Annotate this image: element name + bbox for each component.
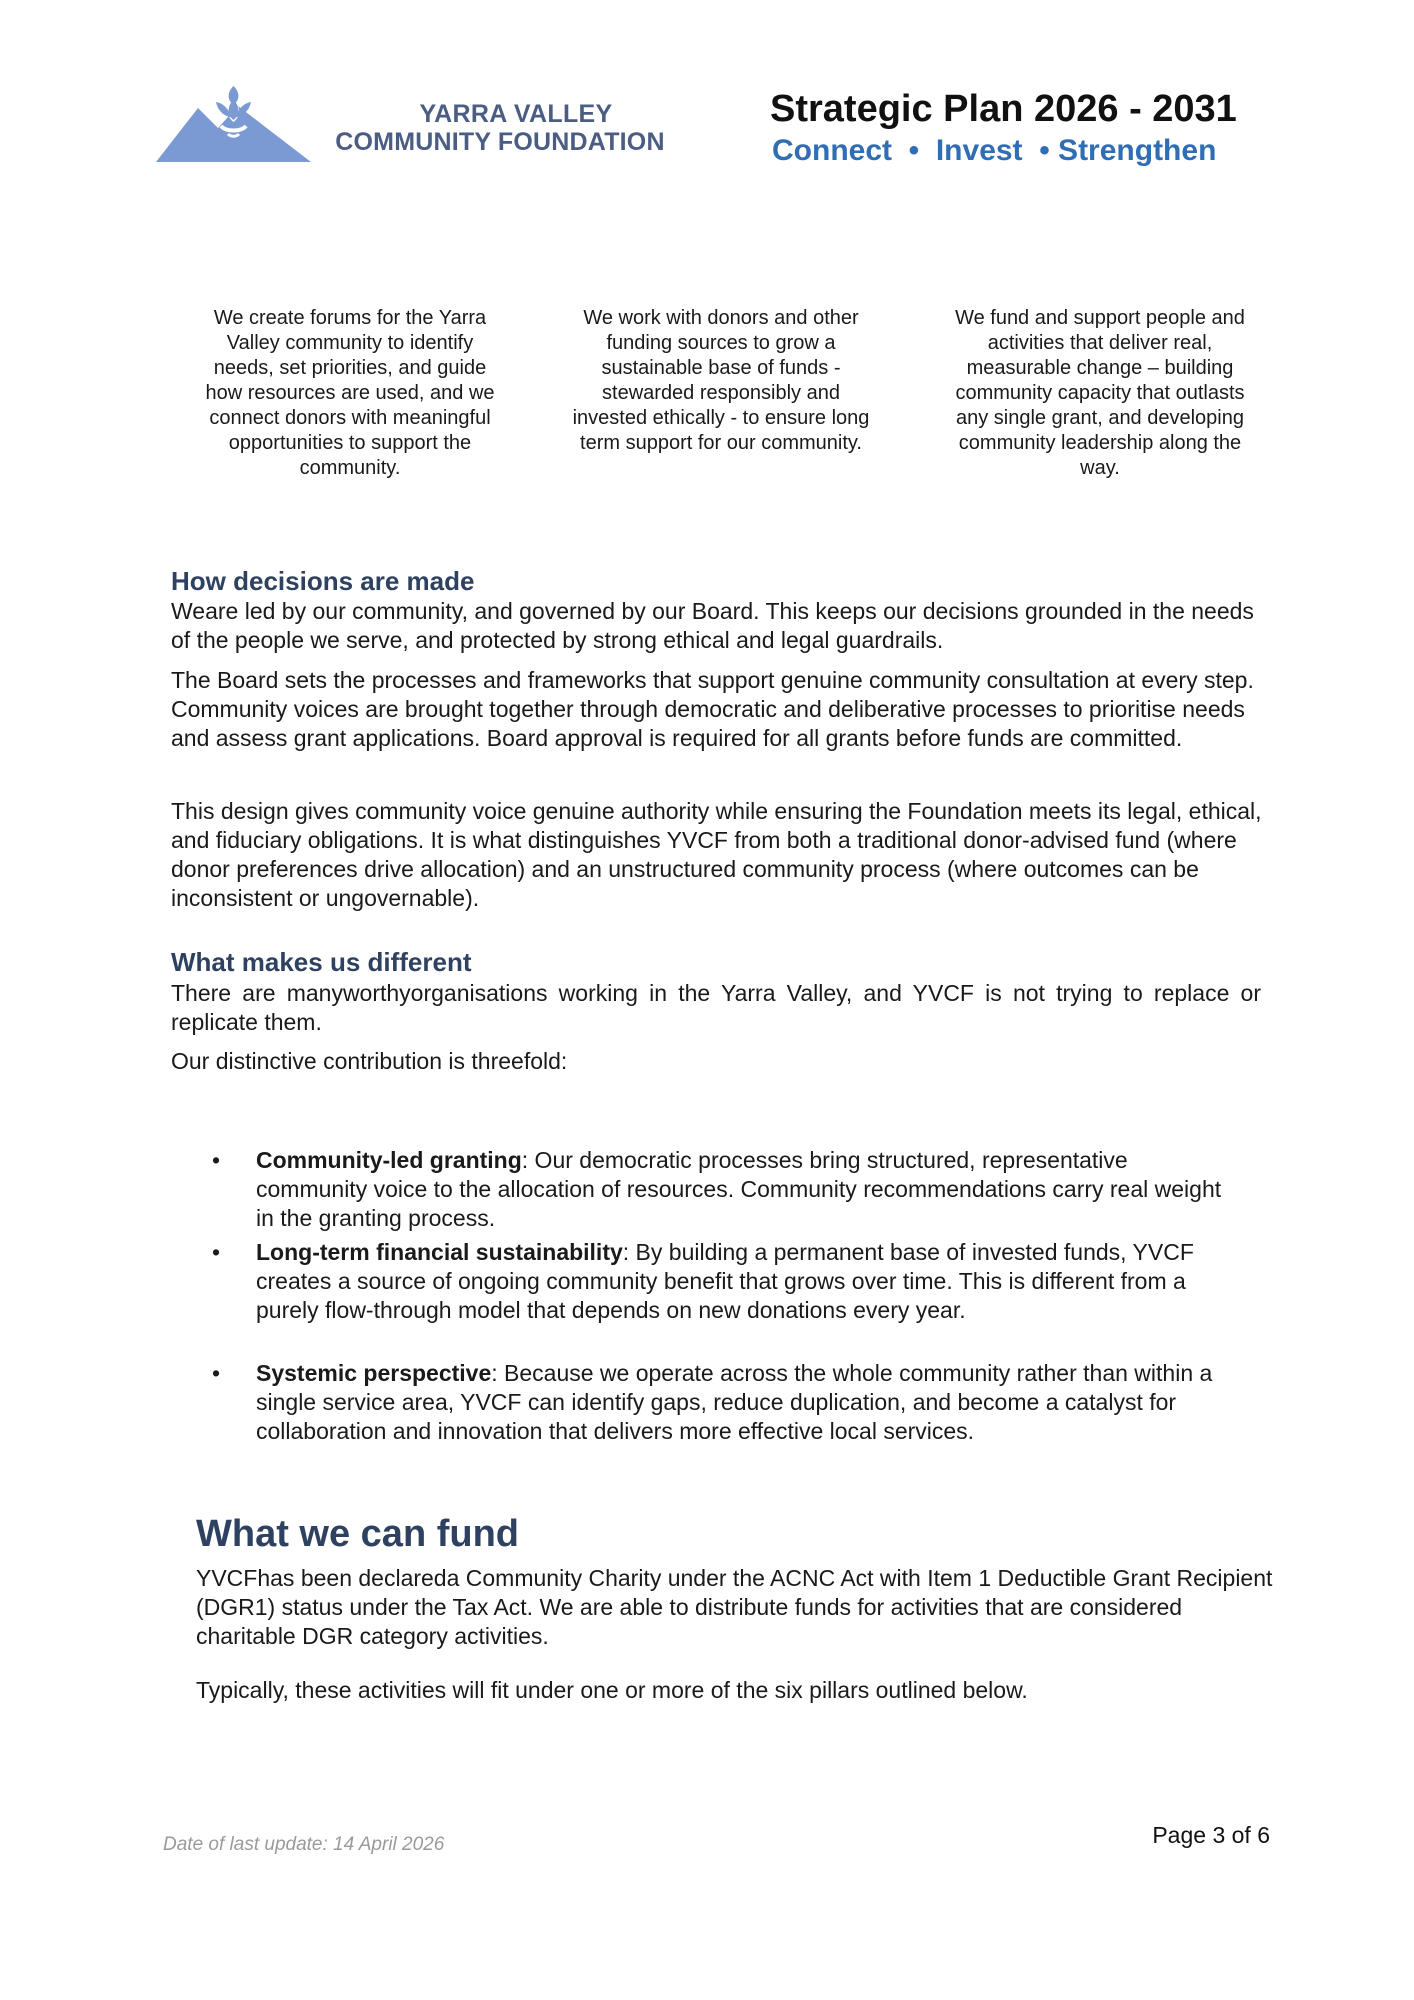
last-updated-date: Date of last update: 14 April 2026 [163,1834,445,1855]
bullet-icon: • [212,1360,221,1386]
list-item-text: : Our democratic processes bring structured, representative community voice to the allocation of resources. Community recommendations carry real weight in the granting process. [256,1147,1222,1231]
paragraph: There are manyworthyorganisations working in the Yarra Valley, and YVCF is not trying to replace or replicate them. [171,980,1261,1035]
paragraph: YVCFhas been declareda Community Charity under the ACNC Act with Item 1 Deductible Grant Recipient (DGR1) status under the Tax Act. We are able to distribute funds for activities that are considered charitable DGR category activities. [196,1565,1273,1649]
foundation-logo-icon [156,86,311,162]
section-heading-decisions: How decisions are made [171,566,475,596]
list-item-text: : Because we operate across the whole community rather than within a single service area, YVCF can identify gaps, reduce duplication, and become a catalyst for collaboration and innovation that delivers more effective local services. [256,1360,1213,1444]
page-number: Page 3 of 6 [1152,1822,1270,1848]
tagline: Connect • Invest • Strengthen [772,134,1217,167]
org-name-line2: COMMUNITY FOUNDATION [335,128,665,156]
section-heading-different: What makes us different [171,947,472,977]
column-strengthen: We fund and support people and activities that deliver real, measurable change – building community capacity that outlasts any single grant, and developing community leadership along the way. [955,307,1245,479]
document-title: Strategic Plan 2026 - 2031 [770,88,1237,130]
list-item-term: Long-term financial sustainability [256,1239,623,1265]
list-item-term: Community-led granting [256,1147,522,1173]
column-invest: We work with donors and other funding sources to grow a sustainable base of funds - stewarded responsibly and invested ethically - to ensure long term support for our community. [572,307,870,454]
paragraph: Our distinctive contribution is threefold: [171,1048,568,1074]
bullet-icon: • [212,1239,221,1265]
paragraph: Typically, these activities will fit under one or more of the six pillars outlined below. [196,1677,1028,1703]
list-item-term: Systemic perspective [256,1360,492,1386]
org-name-line1: YARRA VALLEY [419,100,613,128]
paragraph: Weare led by our community, and governed by our Board. This keeps our decisions grounded in the needs of the people we serve, and protected by strong ethical and legal guardrails. [171,598,1254,653]
list-item-text: : By building a permanent base of invested funds, YVCF creates a source of ongoing community benefit that grows over time. This is different from a purely flow-through model that depends on new donations every year. [256,1239,1194,1323]
column-connect: We create forums for the Yarra Valley community to identify needs, set priorities, and guide how resources are used, and we connect donors with meaningful opportunities to support the community. [205,307,495,479]
paragraph: The Board sets the processes and frameworks that support genuine community consultation at every step. Community voices are brought together through democratic and deliberative processes to prioritise needs and assess grant applications. Board approval is required for all grants before funds are committed. [171,667,1254,751]
paragraph: This design gives community voice genuine authority while ensuring the Foundation meets its legal, ethical, and fiduciary obligations. It is what distinguishes YVCF from both a traditional donor-advised fund (where donor preferences drive allocation) and an unstructured community process (where outcomes can be inconsistent or ungovernable). [171,798,1262,911]
section-heading-fund: What we can fund [196,1513,519,1555]
bullet-icon: • [212,1147,221,1173]
